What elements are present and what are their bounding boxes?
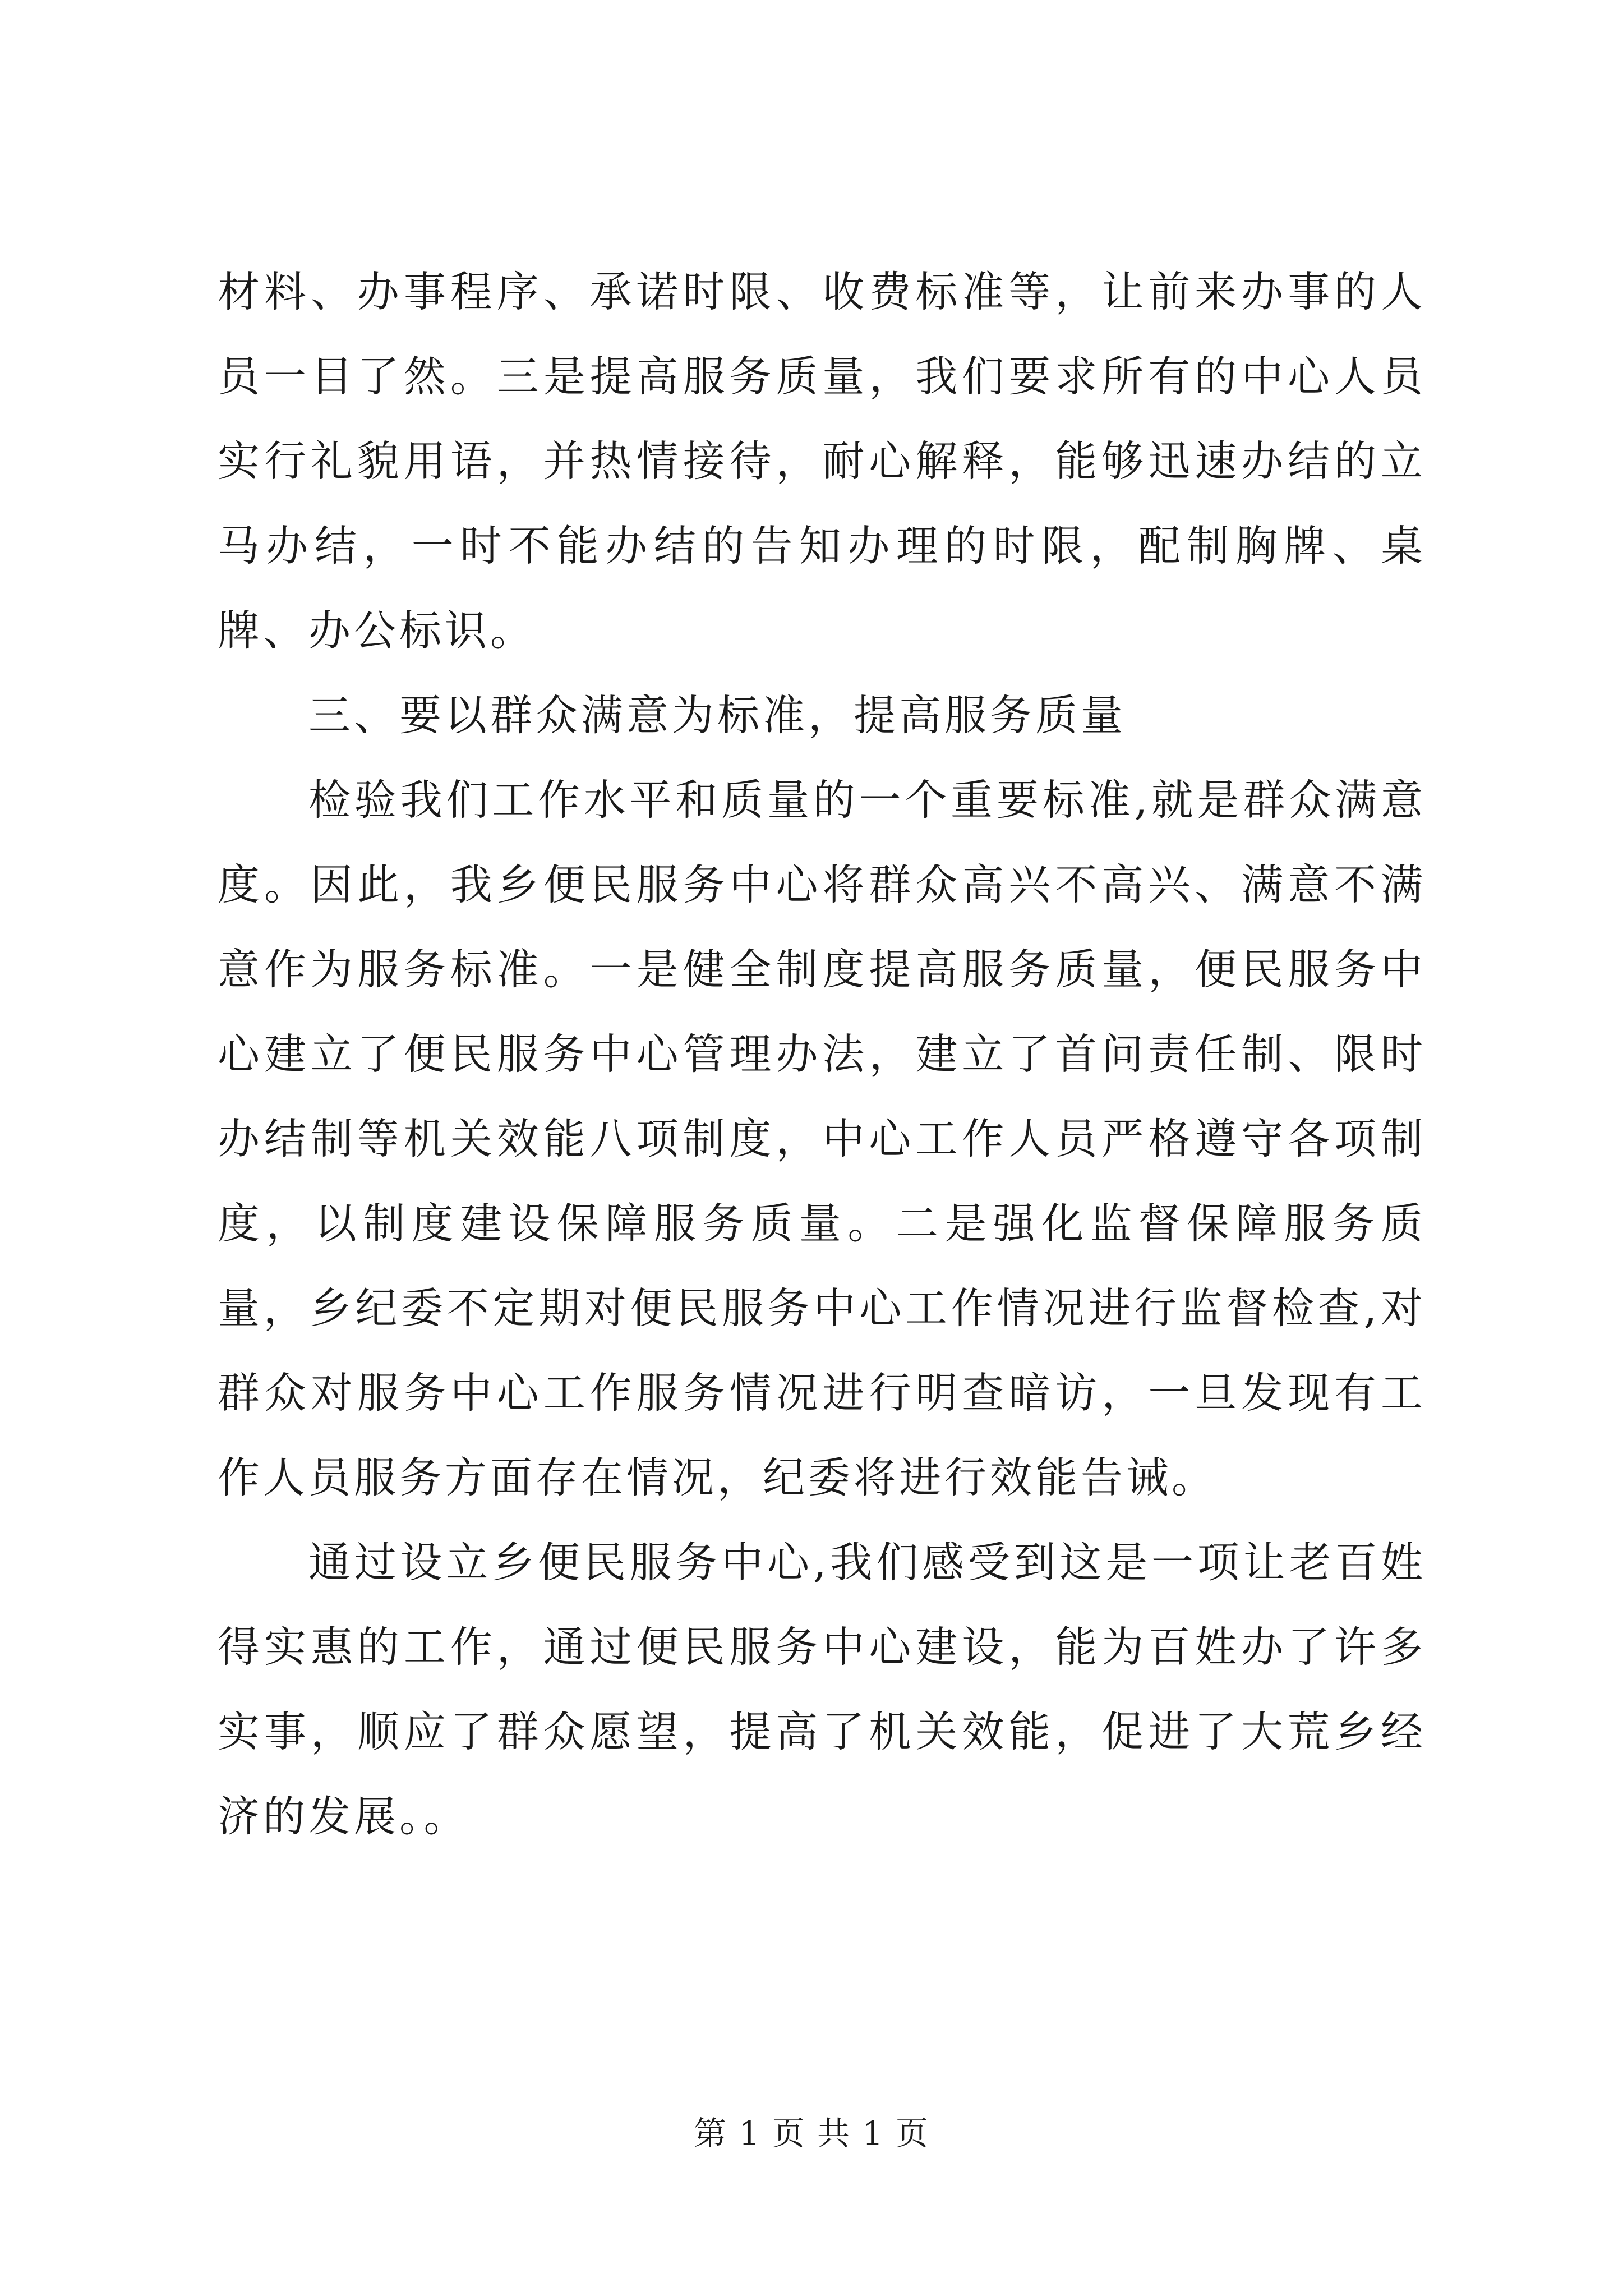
paragraph-conclusion: 通过设立乡便民服务中心,我们感受到这是一项让老百姓得实惠的工作，通过便民服务中心建设，能为百姓办了许多实事，顺应了群众愿望，提高了机关效能，促进了大荒乡经济的发展。。 [218,1538,1426,1841]
section-heading-satisfaction-standard: 三、要以群众满意为标准，提高服务质量 [308,691,1127,740]
paragraph-service-quality-continued: 材料、办事程序、承诺时限、收费标准等，让前来办事的人员一目了然。三是提高服务质量，我们要求所有的中心人员实行礼貌用语，并热情接待，耐心解释，能够迅速办结的立马办结，一时不能办结的告知办理的时限，配制胸牌、桌牌、办公标识。 [218,267,1426,655]
page-footer [0,2114,1623,2153]
paragraph-satisfaction-standard: 检验我们工作水平和质量的一个重要标准,就是群众满意度。因此，我乡便民服务中心将群众高兴不高兴、满意不满意作为服务标准。一是健全制度提高服务质量，便民服务中心建立了便民服务中心管理办法，建立了首问责任制、限时办结制等机关效能八项制度，中心工作人员严格遵守各项制度，以制度建设保障服务质量。二是强化监督保障服务质量，乡纪委不定期对便民服务中心工作情况进行监督检查,对群众对服务中心工作服务情况进行明查暗访，一旦发现有工作人员服务方面存在情况，纪委将进行效能告诫。 [218,775,1426,1502]
page-indicator: 第 1 页 共 1 页 [694,2114,929,2152]
document-body [218,250,1426,1859]
